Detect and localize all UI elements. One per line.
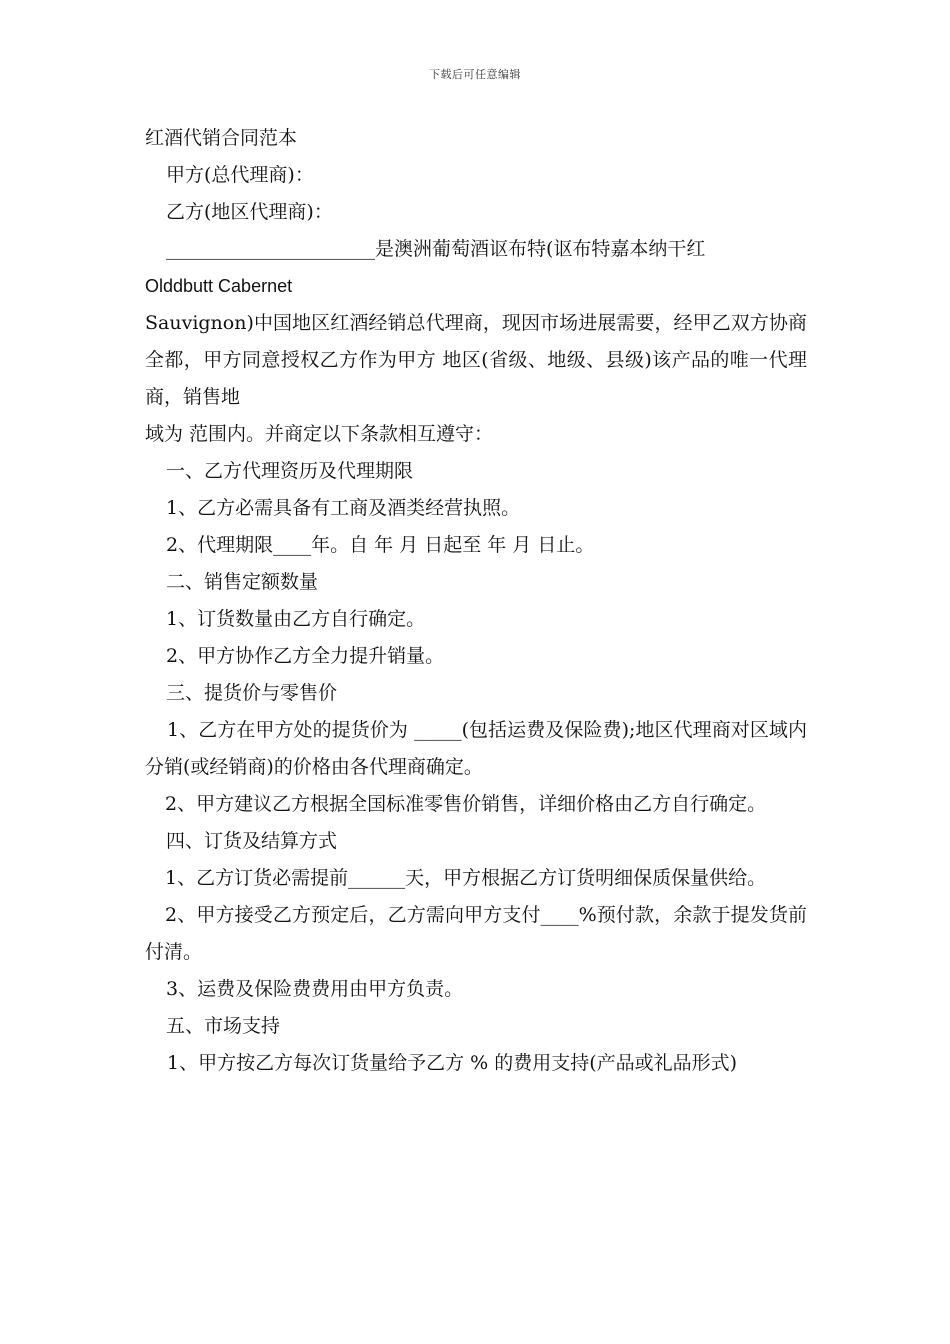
section-2-title: 二、销售定额数量	[166, 571, 319, 593]
section-3-item-2: 2、甲方建议乙方根据全国标准零售价销售，详细价格由乙方自行确定。	[165, 793, 767, 815]
intro-line-2: Olddbutt Cabernet	[145, 276, 293, 296]
intro-line-4: 域为 范围内。并商定以下条款相互遵守：	[145, 423, 494, 445]
section-2-item-2: 2、甲方协作乙方全力提升销量。	[166, 645, 445, 667]
section-1-item-1: 1、乙方必需具备有工商及酒类经营执照。	[166, 497, 521, 519]
party-b-label: 乙方(地区代理商)：	[166, 201, 333, 223]
document-title: 红酒代销合同范本	[145, 127, 298, 149]
section-2-item-1: 1、订货数量由乙方自行确定。	[166, 608, 426, 630]
section-1-item-2: 2、代理期限____年。自 年 月 日起至 年 月 日止。	[166, 534, 595, 556]
section-3-title: 三、提货价与零售价	[166, 682, 338, 704]
section-5-title: 五、市场支持	[166, 1015, 281, 1037]
section-4-item-1: 1、乙方订货必需提前______天，甲方根据乙方订货明细保质保量供给。	[165, 867, 767, 889]
document-body	[145, 120, 807, 1082]
section-4-item-2: 2、甲方接受乙方预定后，乙方需向甲方支付____%预付款，余款于提发货前付清。	[145, 904, 807, 963]
section-4-title: 四、订货及结算方式	[166, 830, 338, 852]
section-3-item-1: 1、乙方在甲方处的提货价为 _____(包括运费及保险费);地区代理商对区域内分销(或经销商)的价格由各代理商确定。	[145, 719, 807, 778]
section-4-item-3: 3、运费及保险费费用由甲方负责。	[166, 978, 464, 1000]
section-1-title: 一、乙方代理资历及代理期限	[166, 460, 414, 482]
intro-line-1: ______________________是澳洲葡萄酒讴布特(讴布特嘉本纳干红	[166, 238, 706, 260]
party-a-label: 甲方(总代理商)：	[166, 164, 314, 186]
section-5-item-1: 1、甲方按乙方每次订货量给予乙方 % 的费用支持(产品或礼品形式)	[167, 1052, 738, 1074]
page-header: 下载后可任意编辑	[429, 68, 521, 81]
intro-paragraph: Sauvignon)中国地区红酒经销总代理商，现因市场进展需要，经甲乙双方协商全都，甲方同意授权乙方作为甲方 地区(省级、地级、县级)该产品的唯一代理商，销售地	[145, 312, 807, 408]
